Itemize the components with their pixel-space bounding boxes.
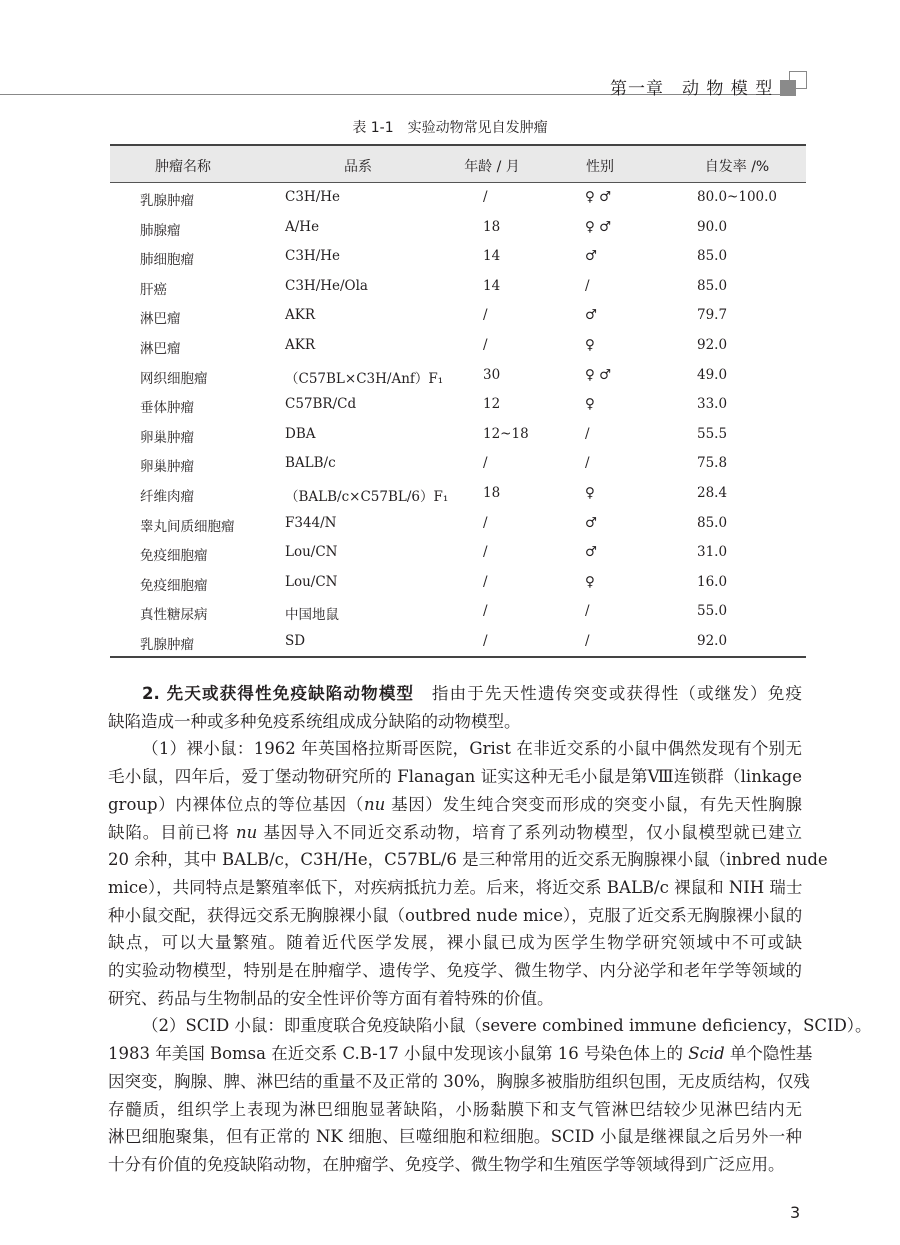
- text-line: [108, 763, 802, 791]
- age-months-cell: 30: [483, 366, 501, 383]
- text-run: 毛小鼠，四年后，爱丁堡动物研究所的 Flanagan 证实这种无毛小鼠是第Ⅷ连锁群（linkage: [108, 767, 802, 787]
- text-run: mice），共同特点是繁殖率低下，对疾病抵抗力差。后来，将近交系 BALB/c 裸鼠和 NIH 瑞士: [108, 877, 803, 897]
- text-line: [108, 1151, 802, 1179]
- table-row: [110, 569, 806, 598]
- sex-cell: /: [585, 277, 590, 294]
- table-row: [110, 450, 806, 479]
- strain-cell: SD: [285, 633, 306, 649]
- strain-cell: AKR: [285, 307, 315, 324]
- strain-cell: C3H/He: [285, 248, 341, 265]
- age-months-cell: /: [483, 455, 488, 472]
- incidence-rate-cell: 75.8: [697, 455, 728, 472]
- strain-cell: Lou/CN: [285, 573, 338, 590]
- sex-cell: ♀: [585, 573, 595, 590]
- text-line: [108, 1012, 872, 1040]
- sex-cell: /: [585, 425, 590, 442]
- strain-cell: C3H/He: [285, 189, 341, 205]
- age-months-cell: /: [483, 514, 488, 531]
- table-row: [110, 539, 806, 568]
- text-run: 存髓质，组织学上表现为淋巴细胞显著缺陷，小肠黏膜下和支气管淋巴结较少见淋巴结内无: [108, 1099, 802, 1119]
- table-row: [110, 510, 806, 539]
- incidence-rate-cell: 31.0: [697, 544, 728, 561]
- text-run: 基因导入不同近交系动物，培育了系列动物模型，仅小鼠模型就已建立: [257, 822, 803, 842]
- strain-cell: （C57BL×C3H/Anf）F₁: [285, 370, 444, 387]
- text-line: [108, 874, 802, 902]
- age-months-cell: /: [483, 337, 488, 353]
- age-months-cell: /: [483, 544, 488, 561]
- section-heading: 2. 先天或获得性免疫缺陷动物模型: [142, 684, 415, 703]
- age-months-cell: 14: [483, 277, 501, 294]
- tumor-name-cell: 肺细胞瘤: [140, 252, 194, 269]
- age-months-cell: /: [483, 633, 488, 649]
- tumor-name-cell: 乳腺肿瘤: [140, 193, 194, 209]
- incidence-rate-cell: 28.4: [697, 485, 728, 501]
- text-line: [108, 957, 802, 985]
- text-line: [108, 708, 802, 736]
- table-row: [110, 628, 806, 657]
- text-run: （2）SCID 小鼠：即重度联合免疫缺陷小鼠（severe combined immune deficiency，SCID）。: [142, 1016, 872, 1036]
- text-run: 缺陷造成一种或多种免疫系统组成成分缺陷的动物模型。: [108, 711, 521, 731]
- text-run: 20 余种，其中 BALB/c，C3H/He，C57BL/6 是三种常用的近交系无胸腺裸小鼠（inbred nude: [108, 850, 828, 870]
- gene-symbol: Scid: [688, 1044, 725, 1064]
- gene-symbol: nu: [235, 822, 258, 842]
- table-row: [110, 302, 806, 331]
- tumor-name-cell: 免疫细胞瘤: [140, 548, 208, 565]
- strain-cell: Lou/CN: [285, 544, 338, 561]
- tumor-name-cell: 肺腺瘤: [140, 222, 181, 239]
- tumor-name-cell: 卵巢肿瘤: [140, 429, 194, 446]
- sex-cell: ♀ ♂: [585, 189, 612, 205]
- age-months-cell: /: [483, 603, 488, 620]
- body-text: [108, 680, 872, 1179]
- text-run: 缺点，可以大量繁殖。随着近代医学发展，裸小鼠已成为医学生物学研究领域中不可或缺: [108, 933, 802, 953]
- tumor-name-cell: 睾丸间质细胞瘤: [140, 518, 235, 535]
- text-run: group）内裸体位点的等位基因（: [108, 794, 364, 814]
- text-line: [108, 846, 828, 874]
- strain-cell: 中国地鼠: [285, 607, 339, 624]
- text-line: [108, 819, 802, 847]
- table-row: [110, 184, 806, 213]
- sex-cell: ♀: [585, 337, 595, 353]
- incidence-rate-cell: 33.0: [697, 396, 728, 413]
- tumor-name-cell: 垂体肿瘤: [140, 400, 194, 417]
- text-line: [108, 985, 802, 1013]
- tumor-name-cell: 免疫细胞瘤: [140, 577, 208, 594]
- strain-cell: DBA: [285, 425, 316, 442]
- tumor-name-cell: 淋巴瘤: [140, 311, 181, 328]
- table-row: [110, 243, 806, 272]
- table-title: 表 1-1 实验动物常见自发肿瘤: [352, 120, 548, 136]
- running-header: 第一章 动 物 模 型: [610, 79, 774, 99]
- sex-cell: /: [585, 455, 590, 472]
- text-line: [108, 929, 802, 957]
- column-header: 自发率 /%: [704, 159, 770, 175]
- strain-cell: C3H/He/Ola: [285, 277, 368, 294]
- page-number: 3: [790, 1203, 801, 1222]
- text-run: 缺陷。目前已将: [108, 822, 236, 842]
- incidence-rate-cell: 49.0: [697, 366, 728, 383]
- incidence-rate-cell: 79.7: [697, 307, 728, 324]
- text-run: （1）裸小鼠：1962 年英国格拉斯哥医院，Grist 在非近交系的小鼠中偶然发现有个别无: [142, 739, 802, 759]
- tumor-name-cell: 卵巢肿瘤: [140, 459, 194, 476]
- strain-cell: AKR: [285, 337, 315, 353]
- column-header: 性别: [586, 159, 614, 175]
- text-line: [108, 1040, 813, 1068]
- tumor-name-cell: 网织细胞瘤: [140, 370, 208, 387]
- paragraph: [108, 680, 802, 735]
- incidence-rate-cell: 90.0: [697, 218, 728, 235]
- table-bottom-rule: [110, 656, 806, 658]
- age-months-cell: /: [483, 307, 488, 324]
- table-row: [110, 214, 806, 243]
- tumor-name-cell: 淋巴瘤: [140, 341, 181, 357]
- column-header: 品系: [344, 159, 372, 175]
- strain-cell: F344/N: [285, 514, 337, 531]
- column-header: 肿瘤名称: [155, 159, 211, 175]
- text-run: 因突变，胸腺、脾、淋巴结的重量不及正常的 30%，胸腺多被脂肪组织包围，无皮质结构，仅残: [108, 1071, 810, 1091]
- sex-cell: /: [585, 603, 590, 620]
- sex-cell: ♀ ♂: [585, 366, 612, 383]
- table-row: [110, 332, 806, 361]
- sex-cell: ♀ ♂: [585, 218, 612, 235]
- incidence-rate-cell: 16.0: [697, 573, 728, 590]
- age-months-cell: /: [483, 573, 488, 590]
- text-run: 单个隐性基: [724, 1044, 813, 1064]
- table-row: [110, 273, 806, 302]
- tumor-name-cell: 肝癌: [140, 281, 167, 298]
- age-months-cell: 12~18: [483, 425, 529, 442]
- table-header: [110, 146, 806, 183]
- paragraph: [108, 1012, 872, 1178]
- text-run: 的实验动物模型，特别是在肿瘤学、遗传学、免疫学、微生物学、内分泌学和老年学等领域的: [108, 961, 802, 981]
- age-months-cell: 18: [483, 485, 501, 501]
- column-header: 年龄 / 月: [464, 159, 520, 175]
- text-line: [108, 680, 802, 708]
- incidence-rate-cell: 85.0: [697, 514, 728, 531]
- text-run: 十分有价值的免疫缺陷动物，在肿瘤学、免疫学、微生物学和生殖医学等领域得到广泛应用。: [108, 1154, 785, 1174]
- table-row: [110, 598, 806, 627]
- text-line: [108, 902, 802, 930]
- sex-cell: ♂: [585, 248, 598, 265]
- table-row: [110, 421, 806, 450]
- tumor-name-cell: 乳腺肿瘤: [140, 637, 194, 653]
- paragraph: [108, 735, 828, 1012]
- text-line: [108, 1096, 802, 1124]
- table-row: [110, 362, 806, 391]
- strain-cell: （BALB/c×C57BL/6）F₁: [285, 489, 449, 505]
- incidence-rate-cell: 80.0~100.0: [697, 189, 778, 205]
- incidence-rate-cell: 55.0: [697, 603, 728, 620]
- text-run: 指由于先天性遗传突变或获得性（或继发）免疫: [414, 684, 802, 703]
- text-line: [108, 735, 802, 763]
- sex-cell: ♂: [585, 544, 598, 561]
- sex-cell: ♂: [585, 514, 598, 531]
- age-months-cell: /: [483, 189, 488, 205]
- text-run: 基因）发生纯合突变而形成的突变小鼠，有先天性胸腺: [385, 794, 803, 814]
- table-row: [110, 391, 806, 420]
- text-line: [108, 1068, 810, 1096]
- gene-symbol: nu: [363, 794, 386, 814]
- incidence-rate-cell: 92.0: [697, 337, 728, 353]
- age-months-cell: 18: [483, 218, 501, 235]
- strain-cell: A/He: [285, 218, 320, 235]
- age-months-cell: 12: [483, 396, 501, 413]
- text-run: 种小鼠交配，获得远交系无胸腺裸小鼠（outbred nude mice），克服了近交系无胸腺裸小鼠的: [108, 905, 803, 925]
- tumor-name-cell: 纤维肉瘤: [140, 489, 194, 505]
- header-square-filled-icon: [780, 80, 796, 96]
- text-run: 淋巴细胞聚集，但有正常的 NK 细胞、巨噬细胞和粒细胞。SCID 小鼠是继裸鼠之后另外一种: [108, 1127, 802, 1147]
- sex-cell: /: [585, 633, 590, 649]
- text-run: 研究、药品与生物制品的安全性评价等方面有着特殊的价值。: [108, 988, 554, 1008]
- incidence-rate-cell: 85.0: [697, 248, 728, 265]
- incidence-rate-cell: 92.0: [697, 633, 728, 649]
- text-line: [108, 1123, 802, 1151]
- sex-cell: ♀: [585, 396, 595, 413]
- sex-cell: ♂: [585, 307, 598, 324]
- strain-cell: C57BR/Cd: [285, 396, 357, 413]
- age-months-cell: 14: [483, 248, 501, 265]
- incidence-rate-cell: 55.5: [697, 425, 728, 442]
- table-row: [110, 480, 806, 509]
- sex-cell: ♀: [585, 485, 595, 501]
- strain-cell: BALB/c: [285, 455, 336, 472]
- text-line: [108, 791, 802, 819]
- incidence-rate-cell: 85.0: [697, 277, 728, 294]
- tumor-name-cell: 真性糖尿病: [140, 607, 208, 624]
- text-run: 1983 年美国 Bomsa 在近交系 C.B-17 小鼠中发现该小鼠第 16 号染色体上的: [108, 1044, 689, 1064]
